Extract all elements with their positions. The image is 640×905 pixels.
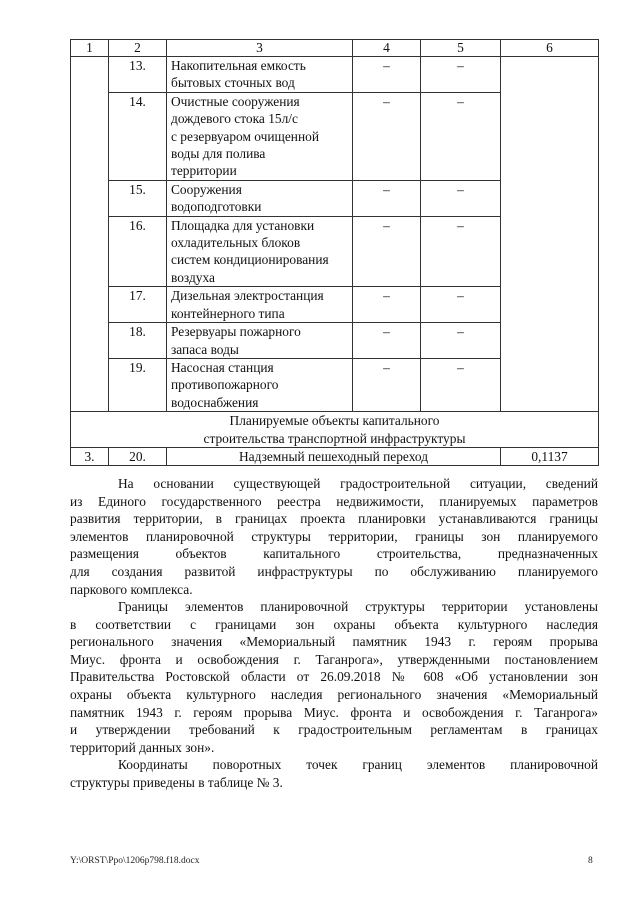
paragraph-line: Границы элементов планировочной структуры территории установлены <box>118 599 598 614</box>
row-col4-value: – <box>353 216 421 287</box>
paragraph-line: структуры приведены в таблице № 3. <box>70 774 283 790</box>
table-row <box>71 216 599 287</box>
row-name-line: Насосная станция <box>171 359 274 375</box>
row-number: 16. <box>109 216 167 287</box>
row-col6-cell <box>501 180 599 216</box>
row-name-line: Дизельная электростанция <box>171 288 324 304</box>
row-name-line: Площадка для установки <box>171 217 315 233</box>
row-name <box>167 287 353 323</box>
paragraph-line: Правительства Ростовской области от 26.09.2018 № 608 «Об установлении зон <box>70 669 598 685</box>
row-name <box>167 180 353 216</box>
footer-file-path: Y:\ORST\Ppo\1206p798.f18.docx <box>70 856 200 866</box>
paragraph-line: в соответствии с границами зон охраны объекта культурного наследия <box>70 616 598 632</box>
section-heading-line: строительства транспортной инфраструктуры <box>203 430 466 446</box>
row-col6-cell <box>501 92 599 180</box>
row-col6-cell <box>501 358 599 411</box>
row-number: 18. <box>109 323 167 359</box>
paragraph-3 <box>70 756 598 791</box>
row-name-line: бытовых сточных вод <box>171 75 295 91</box>
header-cell: 5 <box>421 40 501 57</box>
row-col1-cell <box>71 287 109 323</box>
paragraph-line: Миус. фронта и освобождения г. Таганрога», утвержденными постановлением <box>70 651 598 667</box>
table-header-row <box>71 40 599 57</box>
paragraph-line: для создания развитой инфраструктуры по обслуживанию планируемого <box>70 563 598 579</box>
paragraph-line: территорий данных зон». <box>70 739 215 755</box>
row-number: 13. <box>109 57 167 93</box>
row-number: 17. <box>109 287 167 323</box>
row-name-line: воды для полива <box>171 146 266 162</box>
row-col5-value: – <box>421 216 501 287</box>
row-name <box>167 92 353 180</box>
paragraph-line: из Единого государственного реестра недвижимости, планируемых параметров <box>70 493 598 509</box>
row-col6-cell <box>501 287 599 323</box>
table-row <box>71 287 599 323</box>
section-heading-row <box>71 412 599 448</box>
row-name-line: водоснабжения <box>171 394 259 410</box>
row-number: 19. <box>109 358 167 411</box>
paragraph-2 <box>70 598 598 756</box>
header-cell: 4 <box>353 40 421 57</box>
paragraph-line: размещения объектов капитального строительства, предназначенных <box>70 546 598 562</box>
last-row-number: 20. <box>109 447 167 465</box>
section-heading-line: Планируемые объекты капитального <box>229 413 440 429</box>
row-name <box>167 57 353 93</box>
row-name-line: Резервуары пожарного <box>171 324 301 340</box>
header-cell: 1 <box>71 40 109 57</box>
row-name-line: контейнерного типа <box>171 305 285 321</box>
row-name-line: территории <box>171 163 237 179</box>
row-col5-value: – <box>421 57 501 93</box>
row-col4-value: – <box>353 92 421 180</box>
row-col5-value: – <box>421 180 501 216</box>
row-name-line: Накопительная емкость <box>171 58 306 73</box>
row-col4-value: – <box>353 180 421 216</box>
row-col5-value: – <box>421 358 501 411</box>
row-col4-value: – <box>353 287 421 323</box>
row-name-line: запаса воды <box>171 341 239 357</box>
last-row-name: Надземный пешеходный переход <box>167 447 501 465</box>
last-row-col6: 0,1137 <box>501 447 599 465</box>
row-name-line: воздуха <box>171 269 215 285</box>
row-name-line: противопожарного <box>171 377 279 393</box>
header-cell: 3 <box>167 40 353 57</box>
row-name <box>167 216 353 287</box>
table-row <box>71 180 599 216</box>
row-col1-cell <box>71 180 109 216</box>
row-col1-cell <box>71 216 109 287</box>
paragraph-line: и утверждении требований к градостроительным регламентам в границах <box>70 722 598 738</box>
document-table <box>70 39 599 466</box>
row-col5-value: – <box>421 323 501 359</box>
row-name-line: дождевого стока 15л/с <box>171 111 298 127</box>
header-cell: 6 <box>501 40 599 57</box>
row-number: 14. <box>109 92 167 180</box>
row-name-line: охладительных блоков <box>171 235 301 251</box>
row-col1-cell <box>71 92 109 180</box>
section-heading <box>71 412 599 448</box>
row-col1-cell <box>71 323 109 359</box>
paragraph-line: охраны объекта культурного наследия регионального значения «Мемориальный <box>70 686 598 702</box>
row-number: 15. <box>109 180 167 216</box>
paragraph-line: развития территории, в границах проекта планировки устанавливаются границы <box>70 511 598 527</box>
row-col1-cell <box>71 57 109 93</box>
row-name-line: с резервуаром очищенной <box>171 128 320 144</box>
row-col4-value: – <box>353 358 421 411</box>
row-name-line: Сооружения <box>171 181 242 197</box>
row-name-line: Очистные сооружения <box>171 93 300 109</box>
footer-page-number: 8 <box>588 856 593 866</box>
row-col4-value: – <box>353 57 421 93</box>
row-name-line: водоподготовки <box>171 199 262 215</box>
row-col5-value: – <box>421 92 501 180</box>
table-row <box>71 358 599 411</box>
paragraph-1 <box>70 475 598 598</box>
table-row-last <box>71 447 599 465</box>
row-col6-cell <box>501 216 599 287</box>
paragraph-line: памятник 1943 г. героям прорыва Миус. фронта и освобождения г. Таганрога» <box>70 704 598 720</box>
row-col5-value: – <box>421 287 501 323</box>
paragraph-line: элементов планировочной структуры территории, границы зон планируемого <box>70 528 598 544</box>
header-cell: 2 <box>109 40 167 57</box>
table-row <box>71 57 599 93</box>
last-row-col1: 3. <box>71 447 109 465</box>
row-col6-cell <box>501 323 599 359</box>
row-name <box>167 358 353 411</box>
row-col6-cell <box>501 57 599 93</box>
row-name-line: систем кондиционирования <box>171 252 329 268</box>
row-name <box>167 323 353 359</box>
paragraph-line: Координаты поворотных точек границ элементов планировочной <box>118 757 598 772</box>
table-row <box>71 323 599 359</box>
row-col1-cell <box>71 358 109 411</box>
row-col4-value: – <box>353 323 421 359</box>
paragraph-line: регионального значения «Мемориальный памятник 1943 г. героям прорыва <box>70 634 598 650</box>
table-row <box>71 92 599 180</box>
paragraph-line: паркового комплекса. <box>70 581 193 597</box>
paragraph-line: На основании существующей градостроительной ситуации, сведений <box>118 476 598 491</box>
